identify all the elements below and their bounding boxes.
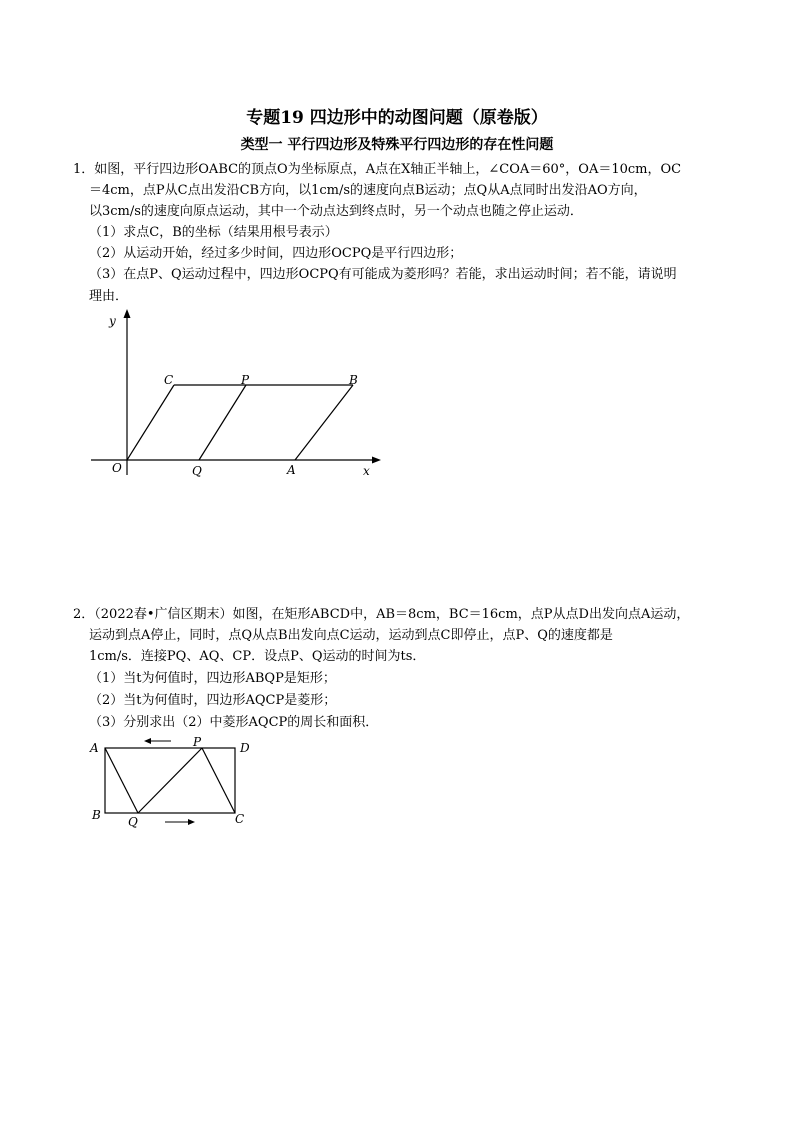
label-y: y	[109, 314, 116, 328]
q1-line-3: 以3cm/s的速度向原点运动，其中一个动点达到终点时，另一个动点也随之停止运动．	[89, 204, 583, 219]
label-Q: Q	[192, 464, 202, 478]
q1-parallelogram-figure	[85, 305, 395, 485]
segment-QP	[199, 385, 246, 460]
section-heading: 类型一 平行四边形及特殊平行四边形的存在性问题	[240, 137, 554, 153]
label-C: C	[164, 373, 174, 387]
q2-part-3: （3）分别求出（2）中菱形AQCP的周长和面积．	[89, 715, 379, 730]
label-C: C	[235, 812, 245, 826]
segment-PC	[202, 748, 235, 813]
label-B: B	[92, 808, 101, 822]
segment-AQ	[105, 748, 138, 813]
label-A: A	[90, 741, 99, 755]
q1-line-1: 1．如图，平行四边形OABC的顶点O为坐标原点，A点在X轴正半轴上，∠COA＝60°，OA＝10cm，OC	[73, 162, 682, 177]
q1-part-1: （1）求点C，B的坐标（结果用根号表示）	[89, 225, 338, 240]
label-D: D	[240, 741, 250, 755]
label-P: P	[241, 373, 250, 387]
q2-line-3: 1cm/s．连接PQ、AQ、CP．设点P、Q运动的时间为ts．	[89, 649, 426, 664]
label-x: x	[363, 464, 370, 478]
q2-line-2: 运动到点A停止，同时，点Q从点B出发向点C运动，运动到点C即停止，点P、Q的速度都是	[89, 628, 613, 643]
segment-OC	[127, 385, 174, 460]
q2-part-2: （2）当t为何值时，四边形AQCP是菱形；	[89, 693, 337, 708]
q2-rectangle-figure	[85, 733, 260, 833]
q1-part-2: （2）从运动开始，经过多少时间，四边形OCPQ是平行四边形；	[89, 246, 463, 261]
y-axis-arrow	[124, 309, 131, 318]
x-axis-arrow	[372, 457, 381, 464]
label-Q: Q	[128, 815, 138, 829]
segment-BA	[295, 385, 353, 460]
q2-line-1: 2．（2022春•广信区期末）如图，在矩形ABCD中，AB＝8cm，BC＝16cm，点P从点D出发向点A运动，	[73, 607, 690, 622]
document-title: 专题19 四边形中的动图问题（原卷版）	[246, 108, 548, 128]
label-P: P	[193, 735, 202, 749]
segment-QP	[138, 748, 202, 813]
q2-part-1: （1）当t为何值时，四边形ABQP是矩形；	[89, 671, 336, 686]
label-O: O	[112, 461, 122, 475]
q1-line-2: ＝4cm，点P从C点出发沿CB方向，以1cm/s的速度向点B运动；点Q从A点同时出发沿AO方向，	[89, 183, 647, 198]
q1-part-3: （3）在点P、Q运动过程中，四边形OCPQ有可能成为菱形吗？若能，求出运动时间；若不能，请说明	[89, 267, 677, 282]
q1-part-3-cont: 理由．	[89, 289, 129, 304]
label-A: A	[287, 463, 296, 477]
label-B: B	[349, 373, 358, 387]
